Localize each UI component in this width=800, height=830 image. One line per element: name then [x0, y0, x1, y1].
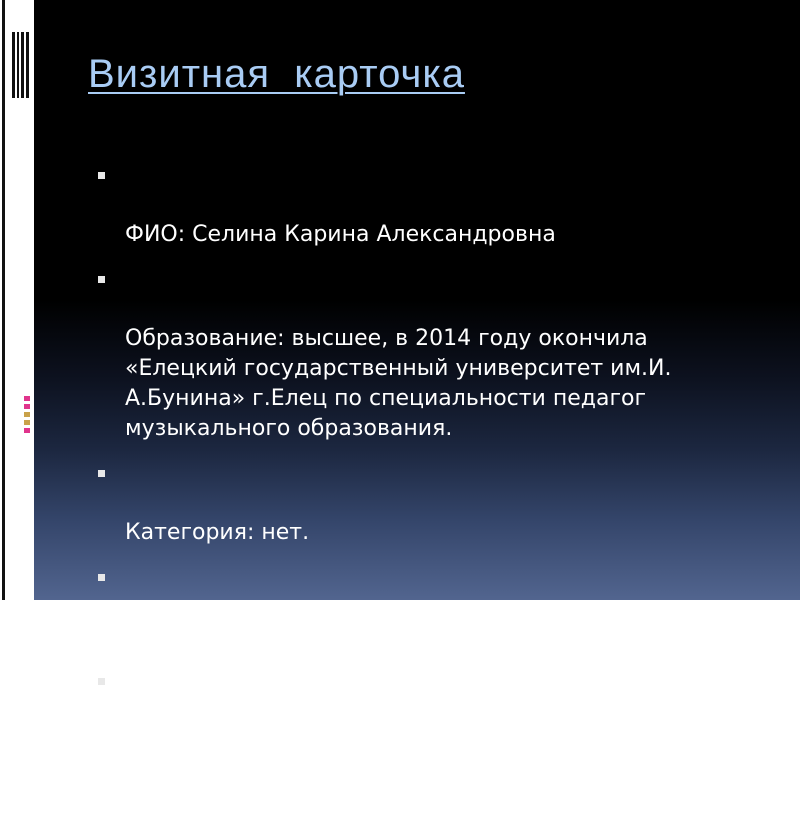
bullet-item-education [98, 264, 778, 444]
barcode-stripe [26, 32, 29, 98]
bullet-square-icon [98, 470, 105, 477]
barcode-stripe [21, 32, 24, 98]
bullet-square-icon [98, 678, 105, 685]
accent-mark-pink [24, 428, 30, 433]
barcode-stripe [17, 32, 19, 98]
barcode-stripes [0, 32, 30, 98]
left-decor-strip [0, 0, 34, 600]
accent-mark-gold [24, 412, 30, 417]
accent-marks [24, 396, 30, 448]
bullet-item-workplace [98, 666, 778, 816]
bullet-text: Стаж педагогической деятельности: 3 года. [125, 624, 647, 649]
accent-mark-pink [24, 404, 30, 409]
bullet-text: ФИО: Селина Карина Александровна [125, 222, 556, 247]
bullet-item-category [98, 458, 778, 548]
bullet-item-experience [98, 562, 778, 652]
accent-mark-pink [24, 396, 30, 401]
bullet-text: Основное место работы: МБОУ СОШ с. Афанасьево, Измалковский район, педагог дополнительного образования. [125, 728, 629, 813]
bullet-text: Образование: высшее, в 2014 году окончила «Елецкий государственный университет им.И. А.Бунина» г.Елец по специальности педагог музыкального образования. [125, 326, 672, 441]
bullet-square-icon [98, 172, 105, 179]
accent-mark-gold [24, 420, 30, 425]
slide-title: Визитная карточка [88, 52, 465, 96]
bullet-item-name [98, 160, 778, 250]
bullet-text: Категория: нет. [125, 520, 310, 545]
bullet-square-icon [98, 574, 105, 581]
bullet-square-icon [98, 276, 105, 283]
bullet-list [98, 160, 778, 830]
barcode-stripe [12, 32, 15, 98]
